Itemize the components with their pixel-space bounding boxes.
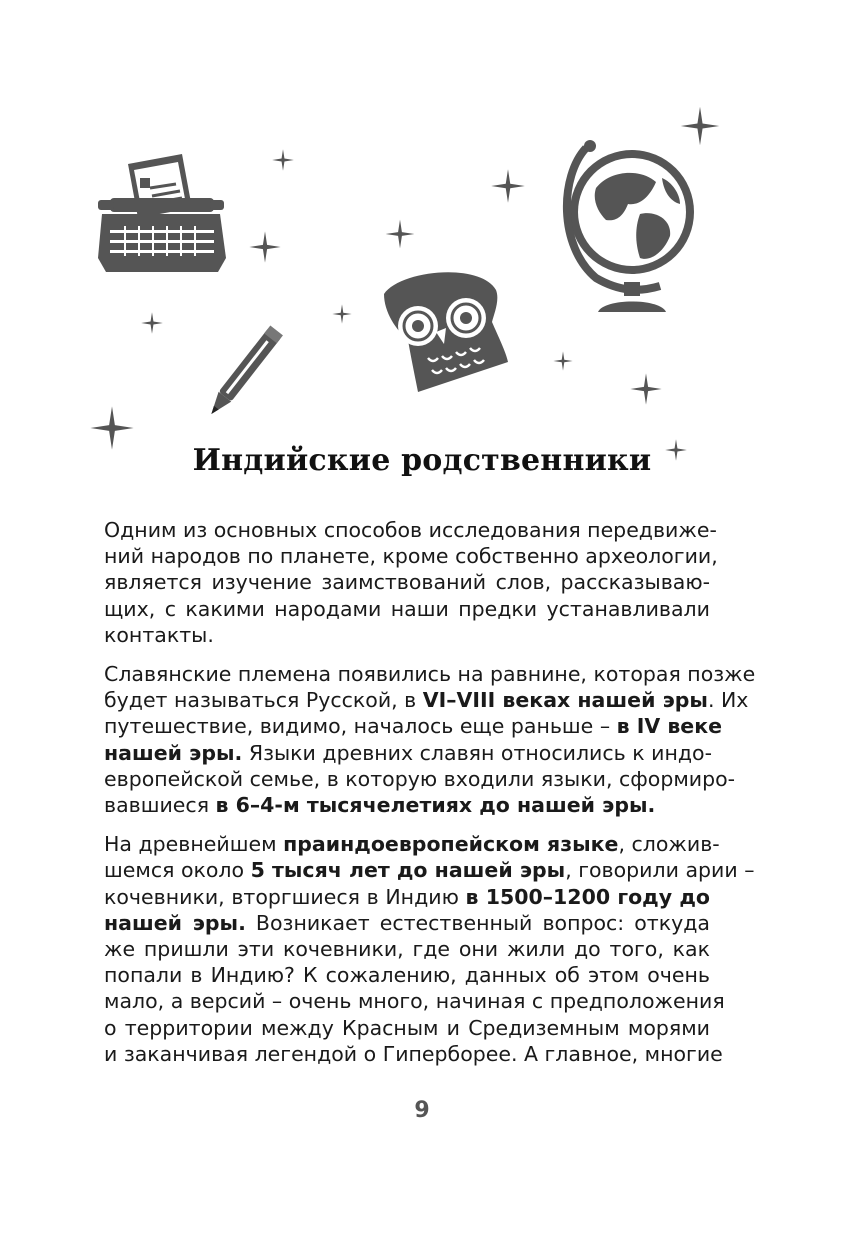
typewriter-icon [98, 154, 226, 272]
text-run: шемся около [104, 858, 251, 883]
text-run: Языки древних славян относились к индо- [242, 740, 712, 765]
text-line [104, 988, 725, 1014]
bold-text: нашей эры. [104, 740, 243, 765]
bold-text: праиндоевропейском языке [283, 832, 619, 857]
text-line [104, 1041, 723, 1067]
text-line [104, 687, 749, 713]
text-line [104, 740, 710, 766]
text-line [104, 857, 755, 883]
text-line [104, 596, 710, 622]
owl-icon [384, 272, 508, 392]
bold-text: VI–VIII веках нашей эры [422, 688, 708, 713]
text-line [104, 884, 710, 910]
page-number: 9 [414, 1098, 430, 1123]
text-line [104, 962, 710, 988]
header-illustration [0, 0, 844, 470]
text-line [104, 766, 736, 792]
bold-text: 5 тысяч лет до нашей эры [250, 858, 566, 883]
text-line [104, 910, 710, 936]
bold-text: нашей эры. [104, 910, 246, 935]
text-run: контакты. [104, 622, 214, 647]
text-line [104, 713, 723, 739]
text-run: . Их [707, 688, 749, 713]
text-run: является изучение заимствований слов, рассказываю- [104, 570, 710, 595]
text-run: щих, с какими народами наши предки устанавливали [104, 596, 710, 621]
text-line [104, 543, 718, 569]
text-run: мало, а версий – очень много, начиная с предположения [104, 989, 725, 1014]
paragraph [104, 831, 755, 1067]
text-run: Возникает естественный вопрос: откуда [245, 910, 710, 935]
pencil-icon [205, 326, 283, 419]
text-run: На древнейшем [104, 832, 284, 857]
text-run: попали в Индию? К сожалению, данных об этом очень [104, 963, 710, 988]
text-line [104, 622, 710, 648]
text-line [104, 517, 717, 543]
text-run: путешествие, видимо, началось еще раньше – [104, 714, 617, 739]
text-run: кочевники, вторгшиеся в Индию [104, 884, 466, 909]
text-line [104, 792, 710, 818]
text-run: будет называться Русской, в [104, 688, 423, 713]
text-line [104, 831, 720, 857]
text-run: , говорили арии – [565, 858, 755, 883]
page-title: Индийские родственники [192, 443, 652, 478]
text-line [104, 1015, 710, 1041]
paragraph [104, 517, 718, 648]
bold-text: в 1500–1200 году до [465, 884, 710, 909]
text-line [104, 936, 710, 962]
bold-text: в IV веке [616, 714, 723, 739]
text-run: о территории между Красным и Средиземным морями [104, 1015, 710, 1040]
body-text [104, 517, 756, 1080]
text-run: ний народов по планете, кроме собственно археологии, [104, 544, 718, 569]
bold-text: в 6–4-м тысячелетиях до нашей эры. [215, 793, 656, 818]
text-run: , сложив- [618, 832, 720, 857]
text-line [104, 569, 710, 595]
globe-icon [567, 140, 694, 312]
text-line [104, 661, 756, 687]
text-run: вавшиеся [104, 793, 216, 818]
text-run: Славянские племена появились на равнине, которая позже [104, 662, 756, 687]
paragraph [104, 661, 756, 818]
text-run: и заканчивая легендой о Гиперборее. А главное, многие [104, 1041, 723, 1066]
text-run: Одним из основных способов исследования передвиже- [104, 518, 717, 542]
text-run: европейской семье, в которую входили языки, сформиро- [104, 766, 736, 791]
text-run: же пришли эти кочевники, где они жили до того, как [104, 937, 710, 962]
